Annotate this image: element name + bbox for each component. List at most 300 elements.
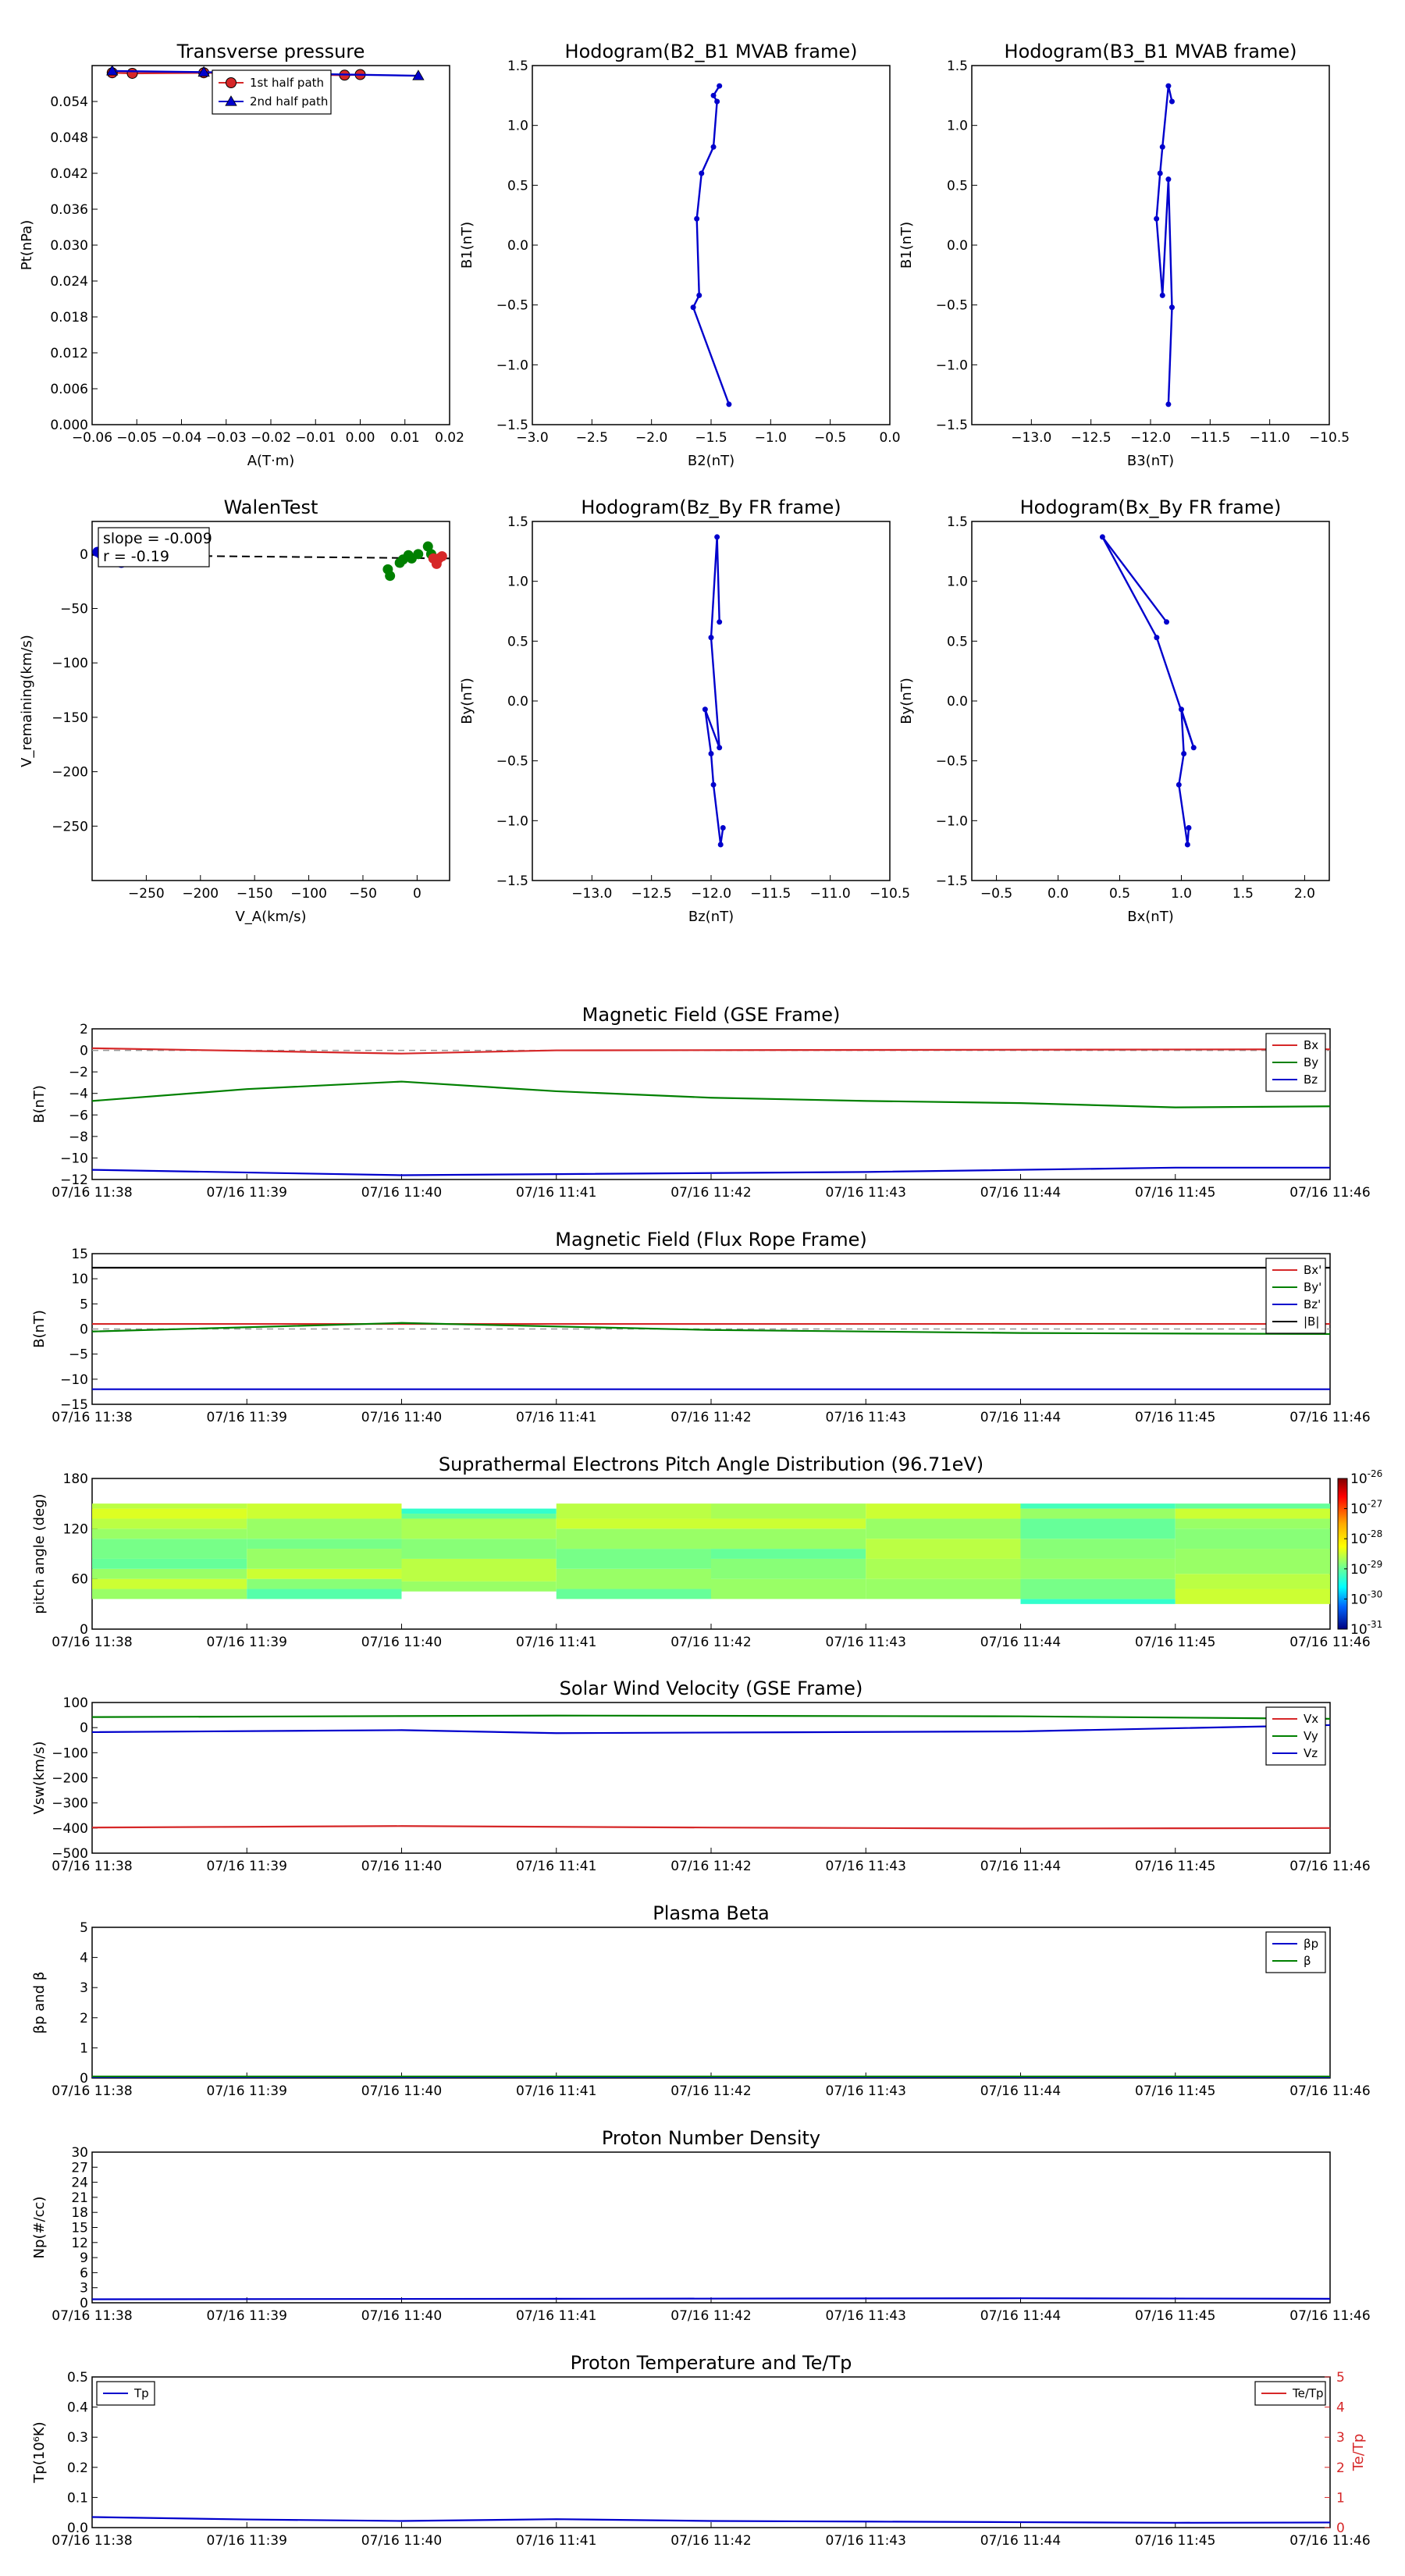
heatmap-cell	[711, 1549, 866, 1559]
y-axis-label: Vsw(km/s)	[31, 1741, 48, 1815]
x-tick-label: −12.0	[690, 886, 732, 902]
y-tick-label: 0	[80, 1322, 88, 1338]
x-tick-label: 07/16 11:46	[1289, 1635, 1371, 1650]
panel-beta	[31, 1902, 1371, 2099]
panel-h2	[898, 41, 1350, 469]
x-tick-label: 07/16 11:41	[516, 1410, 597, 1425]
y-right-tick-label: 1	[1336, 2490, 1345, 2507]
y-tick-label: 12	[71, 2235, 88, 2251]
series-line	[92, 1082, 1330, 1108]
heatmap-cell	[1021, 1509, 1176, 1519]
colorbar-exponent: -31	[1367, 1619, 1383, 1630]
legend-label: 2nd half path	[250, 94, 329, 109]
x-tick-label: 07/16 11:40	[361, 1859, 443, 1874]
data-point	[1165, 401, 1171, 407]
panel-title: Proton Number Density	[601, 2127, 821, 2149]
panel-title: Plasma Beta	[653, 1902, 770, 1924]
y-axis-label: V_remaining(km/s)	[19, 635, 35, 767]
x-tick-label: 07/16 11:38	[52, 2533, 133, 2549]
y-tick-label: 27	[71, 2160, 88, 2176]
x-tick-label: 07/16 11:43	[825, 2083, 906, 2099]
y-right-tick-label: 0	[1336, 2521, 1345, 2536]
heatmap-cell	[711, 1503, 866, 1518]
heatmap-cell	[247, 1518, 401, 1539]
y-tick-label: 1.5	[946, 514, 968, 530]
x-tick-label: −0.04	[161, 430, 202, 446]
y-tick-label: 1.0	[946, 574, 968, 590]
y-tick-label: −1.0	[935, 358, 968, 374]
heatmap-cell	[866, 1579, 1020, 1599]
series-line	[1102, 537, 1193, 845]
x-tick-label: 07/16 11:40	[361, 1635, 443, 1650]
x-tick-label: 07/16 11:41	[516, 1185, 597, 1201]
x-tick-label: −0.06	[71, 430, 113, 446]
y-tick-label: 6	[80, 2265, 88, 2282]
heatmap-cell	[557, 1503, 711, 1518]
y-tick-label: 0.036	[50, 202, 88, 218]
data-point	[717, 84, 722, 89]
x-tick-label: −2.0	[635, 430, 668, 446]
heatmap-cell	[1021, 1503, 1176, 1508]
heatmap-cell	[1021, 1579, 1176, 1599]
x-tick-label: 07/16 11:38	[52, 2083, 133, 2099]
x-tick-label: 07/16 11:46	[1289, 1410, 1371, 1425]
y-tick-label: 0.2	[66, 2460, 88, 2476]
heatmap-cell	[247, 1579, 401, 1589]
y-tick-label: 0.0	[507, 694, 528, 710]
data-point	[699, 171, 704, 176]
y-tick-label: −5	[68, 1347, 88, 1363]
heatmap-cell	[711, 1528, 866, 1549]
y-tick-label: 2	[80, 2010, 88, 2026]
y-tick-label: −150	[52, 710, 88, 726]
series-line	[693, 86, 729, 404]
x-tick-label: 07/16 11:42	[670, 2308, 752, 2324]
y-tick-label: −6	[68, 1108, 88, 1124]
plot-frame-walen	[92, 521, 450, 881]
x-tick-label: 07/16 11:44	[980, 2308, 1062, 2324]
y-tick-label: 0.5	[946, 634, 968, 650]
panel-title: WalenTest	[223, 496, 318, 518]
series-line	[705, 537, 723, 845]
y-tick-label: 180	[62, 1471, 88, 1487]
x-tick-label: −100	[290, 886, 327, 902]
heatmap-cell	[247, 1503, 401, 1518]
legend-label: β	[1304, 1954, 1311, 1968]
y-axis-label: Pt(nPa)	[19, 219, 35, 271]
x-tick-label: −0.5	[980, 886, 1013, 902]
x-tick-label: 07/16 11:45	[1135, 1635, 1216, 1650]
data-point	[711, 782, 717, 788]
y-tick-label: 120	[62, 1521, 88, 1538]
plot-area	[92, 2076, 1330, 2077]
legend-marker	[226, 78, 237, 88]
heatmap-cell	[1176, 1518, 1330, 1528]
x-tick-label: 07/16 11:38	[52, 1410, 133, 1425]
heatmap-cell	[247, 1549, 401, 1569]
x-tick-label: −12.0	[1129, 430, 1172, 446]
heatmap-cell	[247, 1589, 401, 1599]
x-tick-label: −1.5	[695, 430, 727, 446]
data-point	[1164, 619, 1169, 624]
x-tick-label: 07/16 11:44	[980, 1635, 1062, 1650]
x-tick-label: 07/16 11:44	[980, 1185, 1062, 1201]
heatmap-cell	[402, 1509, 557, 1514]
x-tick-label: −10.5	[1308, 430, 1350, 446]
y-tick-label: −1.5	[496, 873, 528, 889]
plot-area	[1100, 534, 1197, 847]
x-tick-label: 07/16 11:45	[1135, 1410, 1216, 1425]
panel-title: Proton Temperature and Te/Tp	[570, 2352, 852, 2374]
heatmap-cell	[866, 1518, 1020, 1539]
panel-h1	[459, 41, 901, 469]
y-tick-label: 3	[80, 2280, 88, 2297]
heatmap-cell	[247, 1539, 401, 1549]
x-tick-label: −200	[182, 886, 219, 902]
y-right-tick-label: 5	[1336, 2370, 1345, 2386]
data-point	[694, 216, 699, 222]
data-point	[714, 534, 720, 539]
legend-label: Vx	[1304, 1712, 1319, 1726]
plot-area	[92, 1268, 1330, 1389]
data-point	[711, 93, 717, 98]
x-tick-label: −13.0	[571, 886, 613, 902]
y-tick-label: 1.5	[507, 514, 528, 530]
legend-label: Bz	[1304, 1073, 1318, 1087]
heatmap-cell	[1176, 1503, 1330, 1508]
y-axis-label: B1(nT)	[459, 221, 475, 269]
y-tick-label: 0.1	[66, 2490, 88, 2507]
legend-label: Vz	[1304, 1746, 1318, 1760]
y-tick-label: 9	[80, 2250, 88, 2267]
y-tick-label: −1.5	[496, 418, 528, 433]
plot-frame-vsw	[92, 1703, 1330, 1853]
y-axis-label: Np(#/cc)	[31, 2196, 48, 2259]
x-tick-label: 07/16 11:39	[206, 1635, 287, 1650]
panel-h4	[898, 496, 1329, 925]
y-tick-label: −12	[60, 1172, 88, 1188]
heatmap-cell	[247, 1569, 401, 1579]
data-point	[1176, 782, 1182, 788]
x-tick-label: 0.0	[1048, 886, 1069, 902]
y-tick-label: 0.0	[946, 694, 968, 710]
x-tick-label: 07/16 11:44	[980, 2533, 1062, 2549]
plot-frame-pt	[92, 66, 450, 425]
data-point	[1160, 144, 1165, 150]
y-tick-label: 0.048	[50, 130, 88, 146]
heatmap-cell	[1021, 1518, 1176, 1539]
x-tick-label: 07/16 11:43	[825, 1859, 906, 1874]
panel-bfr	[31, 1229, 1371, 1425]
legend-label: By'	[1304, 1280, 1322, 1294]
colorbar-tick-label: $10^{-31}$	[1350, 1619, 1383, 1638]
data-point	[1169, 99, 1175, 105]
heatmap-cell	[1176, 1589, 1330, 1604]
y-tick-label: 1.0	[507, 118, 528, 134]
y-tick-label: −300	[52, 1795, 88, 1812]
x-tick-label: 07/16 11:38	[52, 1859, 133, 1874]
x-tick-label: 07/16 11:46	[1289, 1185, 1371, 1201]
data-point	[1100, 534, 1105, 539]
x-tick-label: 07/16 11:46	[1289, 2083, 1371, 2099]
data-point	[1181, 751, 1186, 756]
data-point	[720, 825, 726, 831]
y-tick-label: 10	[71, 1272, 88, 1288]
y-axis-label: By(nT)	[459, 678, 475, 724]
x-axis-label: Bz(nT)	[688, 909, 735, 925]
y-tick-label: −200	[52, 764, 88, 781]
panel-title: Suprathermal Electrons Pitch Angle Distribution (96.71eV)	[438, 1453, 984, 1475]
x-tick-label: −0.01	[295, 430, 336, 446]
y-tick-label: −4	[68, 1086, 88, 1102]
data-point	[385, 571, 395, 581]
y-tick-label: 0.000	[50, 418, 88, 433]
x-tick-label: 07/16 11:46	[1289, 1859, 1371, 1874]
y-tick-label: 0.0	[507, 238, 528, 254]
colorbar-tick-label: $10^{-27}$	[1350, 1498, 1383, 1517]
x-tick-label: 07/16 11:40	[361, 1410, 443, 1425]
x-tick-label: −1.0	[754, 430, 787, 446]
plot-frame-h4	[972, 521, 1329, 881]
heatmap-cell	[402, 1539, 557, 1559]
y-tick-label: 21	[71, 2190, 88, 2206]
y-right-tick-label: 3	[1336, 2430, 1345, 2446]
panel-title: Magnetic Field (Flux Rope Frame)	[555, 1229, 867, 1251]
y-tick-label: 1.5	[507, 59, 528, 74]
data-point	[1165, 176, 1171, 182]
heatmap-cell	[402, 1582, 557, 1592]
heatmap-cell	[92, 1503, 247, 1508]
y-right-tick-label: 2	[1336, 2460, 1345, 2476]
data-point	[709, 635, 714, 640]
x-tick-label: 07/16 11:40	[361, 2533, 443, 2549]
legend-label: Tp	[134, 2386, 149, 2400]
y-tick-label: 5	[80, 1920, 88, 1936]
x-tick-label: −11.0	[809, 886, 851, 902]
x-tick-label: −10.5	[869, 886, 911, 902]
x-tick-label: 2.0	[1293, 886, 1315, 902]
plot-area	[1154, 84, 1175, 407]
x-tick-label: 07/16 11:42	[670, 1410, 752, 1425]
x-tick-label: −150	[236, 886, 273, 902]
data-point	[1154, 216, 1159, 222]
y-tick-label: −1.5	[935, 418, 968, 433]
legend-label: Bx	[1304, 1038, 1319, 1052]
y-axis-label: By(nT)	[898, 678, 915, 724]
series-line	[92, 2517, 1330, 2522]
y-tick-label: 0.042	[50, 166, 88, 182]
annotation-slope: slope = -0.009	[103, 530, 212, 547]
colorbar	[1338, 1478, 1347, 1629]
heatmap-cell	[92, 1518, 247, 1528]
legend-label: Vy	[1304, 1729, 1318, 1743]
x-tick-label: −12.5	[631, 886, 672, 902]
y-tick-label: 4	[80, 1950, 88, 1966]
x-tick-label: 07/16 11:43	[825, 2533, 906, 2549]
legend-label: 1st half path	[250, 76, 325, 90]
y-tick-label: 0.0	[66, 2521, 88, 2536]
heatmap-cell	[557, 1549, 711, 1569]
heatmap-cell	[557, 1528, 711, 1549]
x-tick-label: 07/16 11:44	[980, 2083, 1062, 2099]
data-point	[1186, 825, 1191, 831]
y-tick-label: 0.012	[50, 346, 88, 361]
data-point	[1191, 745, 1197, 750]
x-tick-label: 07/16 11:42	[670, 2533, 752, 2549]
y-tick-label: 0	[80, 1043, 88, 1059]
y-tick-label: −15	[60, 1397, 88, 1413]
y-tick-label: −0.5	[935, 753, 968, 770]
heatmap-cell	[92, 1528, 247, 1539]
heatmap-cell	[92, 1539, 247, 1559]
x-axis-label: B2(nT)	[687, 453, 735, 469]
x-tick-label: 07/16 11:42	[670, 1859, 752, 1874]
x-tick-label: 07/16 11:41	[516, 1635, 597, 1650]
data-point	[413, 549, 423, 559]
y-tick-label: 0.0	[946, 238, 968, 254]
y-tick-label: 5	[80, 1297, 88, 1313]
data-point	[1158, 171, 1163, 176]
colorbar-exponent: -27	[1367, 1498, 1383, 1510]
heatmap-cell	[1021, 1539, 1176, 1559]
plot-frame-beta	[92, 1927, 1330, 2078]
y-tick-label: 0.024	[50, 274, 88, 290]
x-tick-label: −13.0	[1011, 430, 1052, 446]
x-tick-label: 07/16 11:42	[670, 2083, 752, 2099]
x-axis-label: V_A(km/s)	[235, 909, 307, 925]
x-tick-label: 07/16 11:39	[206, 1859, 287, 1874]
y-axis-label: βp and β	[31, 1971, 48, 2034]
x-tick-label: 07/16 11:42	[670, 1185, 752, 1201]
x-tick-label: 07/16 11:45	[1135, 1859, 1216, 1874]
y-tick-label: −0.5	[496, 297, 528, 314]
legend-label: Bz'	[1304, 1297, 1321, 1311]
heatmap-cell	[557, 1518, 711, 1528]
y-tick-label: 0.3	[66, 2430, 88, 2446]
y-tick-label: −0.5	[935, 297, 968, 314]
x-tick-label: −0.03	[205, 430, 247, 446]
x-tick-label: −11.0	[1249, 430, 1290, 446]
y-tick-label: 100	[62, 1695, 88, 1711]
x-tick-label: 07/16 11:43	[825, 1185, 906, 1201]
data-point	[1154, 635, 1159, 640]
x-tick-label: 07/16 11:43	[825, 2308, 906, 2324]
legend-label: βp	[1304, 1937, 1319, 1951]
data-point	[726, 401, 731, 407]
data-point	[127, 68, 137, 78]
y-tick-label: 18	[71, 2205, 88, 2222]
y-tick-label: 0	[80, 1720, 88, 1737]
colorbar-tick-label: $10^{-26}$	[1350, 1468, 1383, 1487]
y-tick-label: 0.006	[50, 382, 88, 397]
series-line	[92, 1716, 1330, 1719]
y-tick-label: −250	[52, 819, 88, 835]
data-point	[711, 144, 717, 150]
x-tick-label: 1.5	[1232, 886, 1254, 902]
colorbar-exponent: -29	[1367, 1558, 1383, 1570]
data-point	[1179, 706, 1184, 712]
heatmap-cell	[1176, 1509, 1330, 1519]
plot-area	[92, 1716, 1330, 1829]
y-tick-label: −10	[60, 1151, 88, 1167]
panel-title: Hodogram(B3_B1 MVAB frame)	[1004, 41, 1297, 62]
series-line	[92, 1725, 1330, 1733]
panel-tp	[31, 2352, 1371, 2549]
y-tick-label: 1.0	[946, 118, 968, 134]
y-tick-label: 0	[80, 2071, 88, 2087]
colorbar-exponent: -28	[1367, 1528, 1383, 1540]
x-tick-label: −11.5	[1190, 430, 1231, 446]
panel-pt	[19, 41, 464, 469]
data-point	[1160, 293, 1165, 298]
x-tick-label: 07/16 11:39	[206, 2533, 287, 2549]
y-tick-label: −50	[60, 601, 88, 617]
x-tick-label: 07/16 11:40	[361, 2308, 443, 2324]
heatmap-cell	[92, 1569, 247, 1579]
y-tick-label: 24	[71, 2175, 88, 2191]
x-tick-label: −11.5	[750, 886, 791, 902]
y-tick-label: −200	[52, 1770, 88, 1787]
panel-pad	[31, 1453, 1382, 1650]
x-tick-label: −0.02	[250, 430, 292, 446]
data-point	[1185, 842, 1190, 848]
x-tick-label: 07/16 11:38	[52, 2308, 133, 2324]
y-tick-label: −8	[68, 1129, 88, 1145]
y-right-axis-label: Te/Tp	[1350, 2433, 1367, 2471]
x-tick-label: 07/16 11:41	[516, 1859, 597, 1874]
y-tick-label: 0.5	[507, 634, 528, 650]
y-tick-label: −1.0	[496, 813, 528, 830]
plot-frame-h3	[532, 521, 890, 881]
y-tick-label: 0.5	[507, 178, 528, 194]
y-tick-label: 0.5	[946, 178, 968, 194]
data-point	[717, 745, 722, 750]
x-tick-label: 07/16 11:45	[1135, 2533, 1216, 2549]
x-tick-label: 07/16 11:38	[52, 1185, 133, 1201]
y-axis-label: B(nT)	[31, 1310, 48, 1348]
heatmap-cell	[92, 1589, 247, 1599]
heatmap-cell	[557, 1589, 711, 1599]
x-tick-label: −2.5	[575, 430, 608, 446]
x-tick-label: 07/16 11:44	[980, 1410, 1062, 1425]
heatmap-cell	[1176, 1549, 1330, 1574]
x-tick-label: 0.01	[389, 430, 420, 446]
plot-area	[92, 1503, 1330, 1604]
data-point	[696, 293, 702, 298]
y-tick-label: 0.4	[66, 2400, 88, 2416]
plot-frame-h1	[532, 66, 890, 425]
y-tick-label: −500	[52, 1846, 88, 1862]
y-tick-label: −100	[52, 656, 88, 672]
x-tick-label: 07/16 11:45	[1135, 2083, 1216, 2099]
x-tick-label: 07/16 11:43	[825, 1635, 906, 1650]
plot-area	[92, 2298, 1330, 2299]
y-tick-label: 2	[80, 1022, 88, 1037]
panel-title: Magnetic Field (GSE Frame)	[582, 1004, 841, 1026]
colorbar-exponent: -30	[1367, 1589, 1383, 1600]
y-tick-label: −100	[52, 1745, 88, 1762]
colorbar-tick-label: $10^{-28}$	[1350, 1528, 1383, 1548]
heatmap-cell	[1176, 1528, 1330, 1549]
x-tick-label: 0.0	[879, 430, 901, 446]
data-point	[437, 551, 447, 561]
heatmap-cell	[402, 1559, 557, 1582]
heatmap-cell	[1021, 1599, 1176, 1603]
y-tick-label: −1.0	[496, 358, 528, 374]
plot-frame-np	[92, 2152, 1330, 2303]
x-tick-label: 07/16 11:44	[980, 1859, 1062, 1874]
data-point	[691, 304, 696, 310]
